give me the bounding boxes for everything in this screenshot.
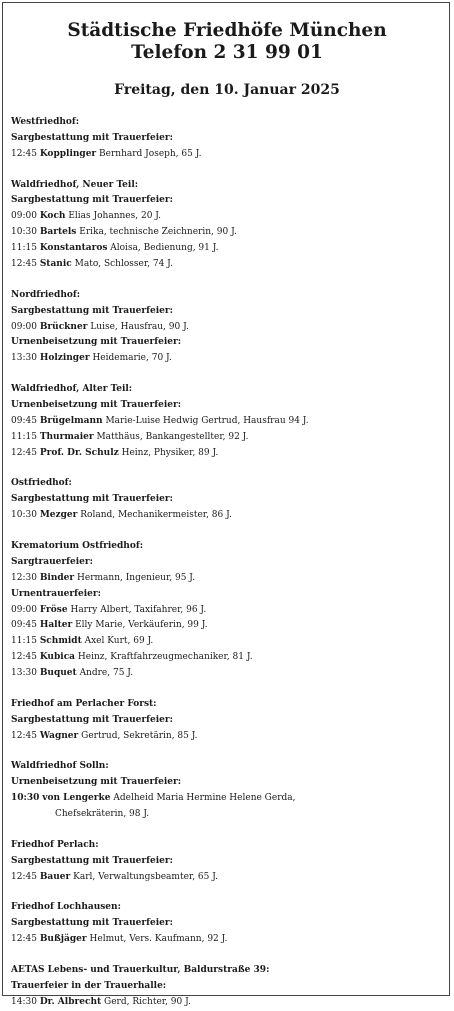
cemetery-name: Friedhof Lochhausen: bbox=[11, 902, 121, 913]
entry-surname: Koch bbox=[39, 211, 66, 222]
ceremony-type: Sargbestattung mit Trauerfeier: bbox=[11, 195, 173, 206]
entry-row bbox=[11, 932, 443, 948]
entry-details: Heinz, Physiker, 89 J. bbox=[121, 447, 219, 458]
entry-row bbox=[11, 209, 443, 225]
cemetery-name: Waldfriedhof Solln: bbox=[11, 761, 109, 772]
cemetery-name: Nordfriedhof: bbox=[11, 289, 81, 300]
cemetery-section bbox=[11, 539, 443, 682]
entry-continuation: Chefsekräterin, 98 J. bbox=[55, 809, 150, 820]
cemetery-section bbox=[11, 115, 443, 163]
entry-details: Luise, Hausfrau, 90 J. bbox=[90, 321, 189, 332]
entry-row bbox=[11, 446, 443, 462]
cemetery-list bbox=[11, 115, 443, 1011]
entry-time: 12:45 bbox=[11, 148, 37, 159]
ceremony-type: Sargbestattung mit Trauerfeier: bbox=[11, 855, 173, 866]
entry-details: Elly Marie, Verkäuferin, 99 J. bbox=[75, 620, 208, 631]
entry-row bbox=[11, 351, 443, 367]
ceremony-type: Sargbestattung mit Trauerfeier: bbox=[11, 714, 173, 725]
ceremony-type: Trauerfeier in der Trauerhalle: bbox=[11, 980, 167, 991]
entry-details: Mato, Schlosser, 74 J. bbox=[74, 259, 173, 270]
entry-time: 10:30 bbox=[11, 793, 40, 804]
entry-row bbox=[11, 430, 443, 446]
page-title: Städtische Friedhöfe München bbox=[67, 20, 387, 41]
cemetery-name: Friedhof Perlach: bbox=[11, 839, 99, 850]
entry-row bbox=[11, 618, 443, 634]
entry-row bbox=[11, 650, 443, 666]
entry-surname: Halter bbox=[39, 620, 73, 631]
ceremony-type: Urnenbeisetzung mit Trauerfeier: bbox=[11, 337, 182, 348]
cemetery-section bbox=[11, 697, 443, 745]
entry-row bbox=[11, 241, 443, 257]
entry-surname: Prof. Dr. Schulz bbox=[39, 447, 119, 458]
entry-row bbox=[11, 791, 443, 807]
entry-time: 10:30 bbox=[11, 227, 37, 238]
entry-surname: Stanic bbox=[39, 259, 72, 270]
cemetery-name: AETAS Lebens- und Trauerkultur, Baldurstraße 39: bbox=[11, 964, 270, 975]
entry-details: Axel Kurt, 69 J. bbox=[84, 636, 154, 647]
entry-details: Harry Albert, Taxifahrer, 96 J. bbox=[70, 604, 207, 615]
cemetery-section bbox=[11, 178, 443, 273]
entry-row bbox=[11, 603, 443, 619]
entry-details: Roland, Mechanikermeister, 86 J. bbox=[80, 510, 232, 521]
entry-time: 09:00 bbox=[11, 321, 37, 332]
entry-surname: von Lengerke bbox=[42, 793, 111, 804]
entry-surname: Kubica bbox=[39, 652, 76, 663]
entry-time: 11:15 bbox=[11, 636, 37, 647]
entry-details: Heinz, Kraftfahrzeugmechaniker, 81 J. bbox=[77, 652, 253, 663]
entry-time: 14:30 bbox=[11, 996, 37, 1007]
schedule-date: Freitag, den 10. Januar 2025 bbox=[114, 82, 340, 98]
entry-surname: Holzinger bbox=[39, 353, 90, 364]
entry-surname: Bauer bbox=[39, 871, 71, 882]
entry-time: 10:30 bbox=[11, 510, 37, 521]
entry-row bbox=[11, 147, 443, 163]
entry-row bbox=[11, 634, 443, 650]
cemetery-section bbox=[11, 382, 443, 462]
entry-details: Heidemarie, 70 J. bbox=[92, 353, 172, 364]
entry-surname: Konstantaros bbox=[39, 243, 108, 254]
entry-details: Bernhard Joseph, 65 J. bbox=[99, 148, 202, 159]
entry-details: Gerd, Richter, 90 J. bbox=[104, 996, 191, 1007]
entry-surname: Mezger bbox=[39, 510, 78, 521]
entry-time: 09:00 bbox=[11, 604, 37, 615]
entry-details: Hermann, Ingenieur, 95 J. bbox=[77, 572, 196, 583]
entry-row bbox=[11, 666, 443, 682]
funeral-schedule bbox=[11, 20, 443, 1011]
entry-surname: Dr. Albrecht bbox=[39, 996, 102, 1007]
entry-surname: Kopplinger bbox=[39, 148, 97, 159]
entry-details: Marie-Luise Hedwig Gertrud, Hausfrau 94 J. bbox=[105, 415, 309, 426]
entry-surname: Brügelmann bbox=[39, 415, 103, 426]
ceremony-type: Sargbestattung mit Trauerfeier: bbox=[11, 494, 173, 505]
ceremony-type: Sargtrauerfeier: bbox=[11, 556, 93, 567]
entry-row bbox=[11, 729, 443, 745]
cemetery-name: Westfriedhof: bbox=[11, 117, 80, 127]
cemetery-name: Ostfriedhof: bbox=[11, 478, 72, 489]
cemetery-name: Waldfriedhof, Alter Teil: bbox=[11, 384, 133, 395]
entry-details: Aloisa, Bedienung, 91 J. bbox=[110, 243, 219, 254]
entry-row bbox=[11, 414, 443, 430]
entry-surname: Schmidt bbox=[39, 636, 82, 647]
entry-details: Erika, technische Zeichnerin, 90 J. bbox=[79, 227, 237, 238]
entry-details: Adelheid Maria Hermine Helene Gerda, bbox=[113, 793, 296, 804]
entry-time: 12:45 bbox=[11, 259, 37, 270]
entry-surname: Fröse bbox=[39, 604, 68, 615]
entry-row bbox=[11, 225, 443, 241]
cemetery-section bbox=[11, 838, 443, 886]
entry-time: 12:45 bbox=[11, 652, 37, 663]
entry-details: Elias Johannes, 20 J. bbox=[68, 211, 162, 222]
ceremony-type: Urnenbeisetzung mit Trauerfeier: bbox=[11, 399, 182, 410]
cemetery-section bbox=[11, 759, 443, 823]
entry-row bbox=[11, 320, 443, 336]
entry-row bbox=[11, 508, 443, 524]
entry-time: 12:45 bbox=[11, 934, 37, 945]
ceremony-type: Sargbestattung mit Trauerfeier: bbox=[11, 305, 173, 316]
ceremony-type: Urnentrauerfeier: bbox=[11, 588, 101, 599]
entry-details: Helmut, Vers. Kaufmann, 92 J. bbox=[89, 934, 228, 945]
entry-surname: Bußjäger bbox=[39, 934, 87, 945]
entry-time: 09:45 bbox=[11, 620, 37, 631]
cemetery-name: Krematorium Ostfriedhof: bbox=[11, 540, 144, 551]
cemetery-section bbox=[11, 963, 443, 1011]
entry-time: 13:30 bbox=[11, 668, 37, 679]
entry-surname: Buquet bbox=[39, 668, 77, 679]
cemetery-name: Friedhof am Perlacher Forst: bbox=[11, 698, 157, 709]
entry-time: 13:30 bbox=[11, 353, 37, 364]
entry-details: Karl, Verwaltungsbeamter, 65 J. bbox=[73, 871, 219, 882]
entry-details: Gertrud, Sekretärin, 85 J. bbox=[81, 730, 198, 741]
ceremony-type: Sargbestattung mit Trauerfeier: bbox=[11, 132, 173, 143]
entry-time: 09:00 bbox=[11, 211, 37, 222]
entry-time: 12:45 bbox=[11, 447, 37, 458]
entry-surname: Binder bbox=[39, 572, 75, 583]
entry-surname: Wagner bbox=[39, 730, 79, 741]
entry-details: Andre, 75 J. bbox=[79, 668, 134, 679]
entry-time: 12:45 bbox=[11, 871, 37, 882]
entry-surname: Thurmaier bbox=[39, 431, 94, 442]
entry-time: 11:15 bbox=[11, 431, 37, 442]
entry-time: 12:30 bbox=[11, 572, 37, 583]
entry-row bbox=[11, 870, 443, 886]
entry-row bbox=[11, 995, 443, 1011]
cemetery-name: Waldfriedhof, Neuer Teil: bbox=[11, 179, 139, 190]
cemetery-section bbox=[11, 288, 443, 368]
entry-time: 11:15 bbox=[11, 243, 37, 254]
cemetery-section bbox=[11, 476, 443, 524]
entry-surname: Brückner bbox=[39, 321, 88, 332]
ceremony-type: Urnenbeisetzung mit Trauerfeier: bbox=[11, 777, 182, 788]
ceremony-type: Sargbestattung mit Trauerfeier: bbox=[11, 918, 173, 929]
phone-number: Telefon 2 31 99 01 bbox=[131, 42, 323, 63]
entry-surname: Bartels bbox=[39, 227, 77, 238]
entry-details: Matthäus, Bankangestellter, 92 J. bbox=[96, 431, 249, 442]
entry-time: 09:45 bbox=[11, 415, 37, 426]
entry-row bbox=[11, 571, 443, 587]
cemetery-section bbox=[11, 900, 443, 948]
entry-time: 12:45 bbox=[11, 730, 37, 741]
entry-row bbox=[11, 257, 443, 273]
